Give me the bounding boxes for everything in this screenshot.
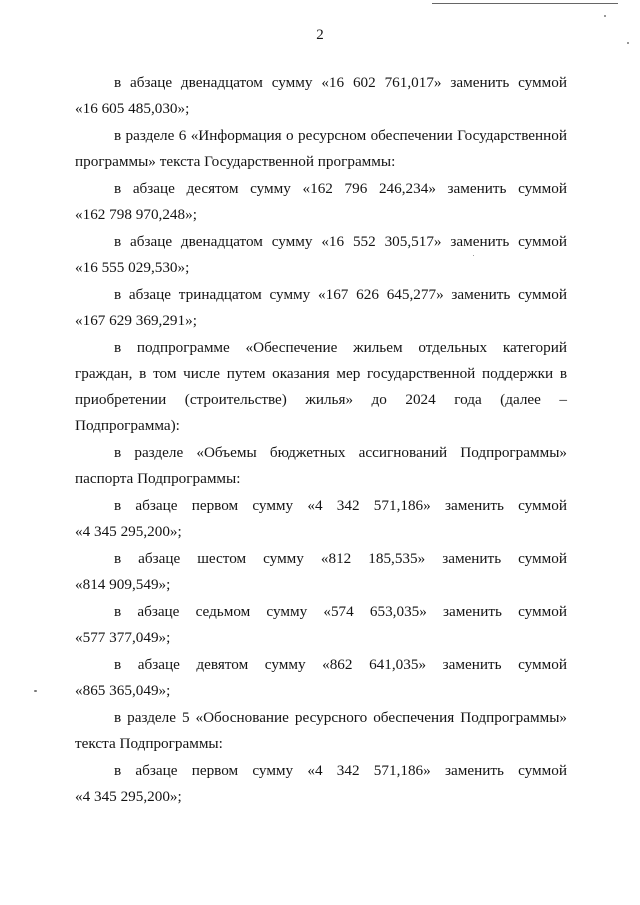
text-line: программы» текста Государственной программы: — [75, 153, 396, 170]
page-number: 2 — [316, 27, 324, 43]
text-line: «865 365,049»; — [75, 682, 171, 699]
text-line: текста Подпрограммы: — [75, 735, 223, 752]
scan-edge-line — [432, 3, 618, 4]
text-line: в разделе 5 «Обоснование ресурсного обеспечения Подпрограммы» — [114, 709, 567, 726]
text-line: паспорта Подпрограммы: — [75, 470, 241, 487]
text-line: в разделе 6 «Информация о ресурсном обеспечении Государственной — [114, 127, 567, 144]
text-line: в подпрограмме «Обеспечение жильем отдельных категорий — [114, 339, 567, 356]
scan-speck — [604, 15, 606, 17]
text-line: граждан, в том числе путем оказания мер государственной поддержки в — [75, 365, 567, 382]
text-line: в абзаце двенадцатом сумму «16 602 761,017» заменить суммой — [114, 74, 567, 91]
text-line: Подпрограмма): — [75, 417, 180, 434]
text-line: в абзаце тринадцатом сумму «167 626 645,277» заменить суммой — [114, 286, 567, 303]
text-line: в абзаце первом сумму «4 342 571,186» заменить суммой — [114, 497, 567, 514]
text-line: «4 345 295,200»; — [75, 523, 182, 540]
text-line: в разделе «Объемы бюджетных ассигнований Подпрограммы» — [114, 444, 567, 461]
text-line: «814 909,549»; — [75, 576, 171, 593]
text-line: в абзаце двенадцатом сумму «16 552 305,517» заменить суммой — [114, 233, 567, 250]
text-line: «167 629 369,291»; — [75, 312, 197, 329]
text-line: в абзаце девятом сумму «862 641,035» заменить суммой — [114, 656, 567, 673]
text-line: «162 798 970,248»; — [75, 206, 197, 223]
text-line: в абзаце седьмом сумму «574 653,035» заменить суммой — [114, 603, 567, 620]
text-line: в абзаце первом сумму «4 342 571,186» заменить суммой — [114, 762, 567, 779]
scan-speck — [473, 255, 474, 256]
text-line: в абзаце шестом сумму «812 185,535» заменить суммой — [114, 550, 567, 567]
text-line: «577 377,049»; — [75, 629, 171, 646]
text-line: в абзаце десятом сумму «162 796 246,234» заменить суммой — [114, 180, 567, 197]
scan-speck — [34, 690, 37, 692]
text-line: приобретении (строительстве) жилья» до 2024 года (далее – — [75, 391, 567, 408]
text-line: «4 345 295,200»; — [75, 788, 182, 805]
text-line: «16 605 485,030»; — [75, 100, 190, 117]
text-line: «16 555 029,530»; — [75, 259, 190, 276]
